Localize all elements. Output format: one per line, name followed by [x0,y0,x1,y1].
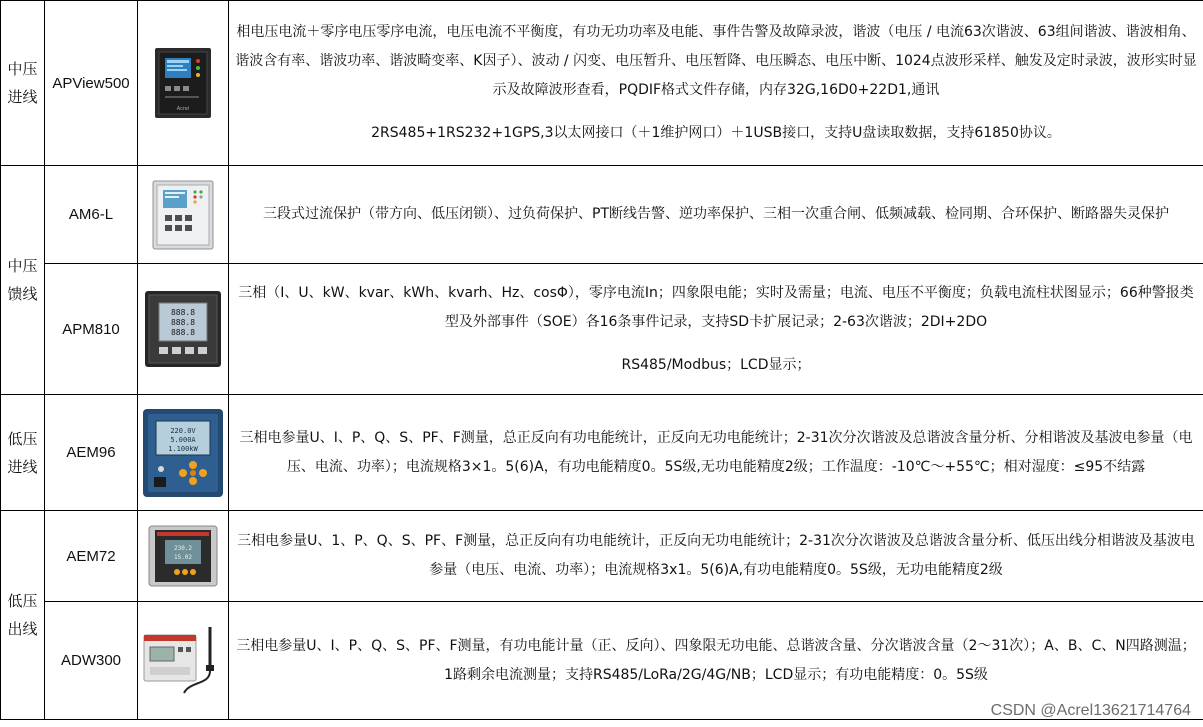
table-row [1,511,1203,602]
svg-text:888.8: 888.8 [170,308,196,317]
svg-text:5.000A: 5.000A [170,435,196,444]
category-cell: 中压进线 [1,1,45,166]
multifunction-meter-icon [143,289,223,369]
svg-text:220.0V: 220.0V [170,426,196,435]
table-row [1,395,1203,511]
category-cell: 低压出线 [1,511,45,720]
svg-text:1.100kW: 1.100kW [168,444,198,453]
device-image-cell [138,395,229,511]
svg-text:15.02: 15.02 [173,554,193,561]
watermark: CSDN @Acrel13621714764 [990,702,1191,719]
model-cell: AM6-L [45,166,138,264]
model-cell: AEM72 [45,511,138,602]
description-text: 三相电参量U、1、P、Q、S、PF、F测量，总正反向有功电能统计，正反向无功电能统计；2-31次分次谐波及总谐波含量分析、低压出线分相谐波及基波电参量（电压、电流、功率）；电流规格3x1。5(6)A,有功电能精度0。5S级，无功电能精度2级 [237,533,1195,578]
description-cell [229,1,1203,166]
energy-meter-96-icon [141,407,225,499]
description-cell [229,264,1203,395]
energy-meter-72-icon [147,524,219,588]
model-cell: ADW300 [45,602,138,720]
svg-text:Acrel: Acrel [176,106,190,112]
table-row [1,1,1203,166]
category-cell: 低压进线 [1,395,45,511]
device-image-cell [138,511,229,602]
description-cell [229,395,1203,511]
wireless-meter-antenna-icon [140,621,226,701]
description-text: 三相电参量U、I、P、Q、S、PF、F测量，总正反向有功电能统计，正反向无功电能统计；2-31次分次谐波及总谐波含量分析、分相谐波及基波电参量（电压、电流、功率）；电流规格3×1。5(6)A，有功电能精度0。5S级,无功电能精度2级；工作温度：-10℃～+55℃；相对湿度：≤95不结露 [239,429,1193,475]
description-text: 三相（I、U、kW、kvar、kWh、kvarh、Hz、cosΦ），零序电流In；四象限电能；实时及需量；电流、电压不平衡度；负载电流柱状图显示；66种警报类型及外部事件（SOE）各16条事件记录，支持SD卡扩展记录；2-63次谐波；2DI+2DO [238,284,1194,330]
device-image-cell [138,602,229,720]
description-cell [229,166,1203,264]
description-text: 相电压电流＋零序电压零序电流，电压电流不平衡度，有功无功功率及电能、事件告警及故障录波，谐波（电压 / 电流63次谐波、63组间谐波、谐波相角、谐波含有率、谐波功率、谐波畸变率、K因子）、波动 / 闪变、电压暂升、电压暂降、电压瞬态、电压中断、1024点波形采样、触发及定时录波，波形实时显示及故障波形查看，PQDIF格式文件存储，内存32G,16D0+22D1,通讯 [235,24,1197,98]
svg-text:888.8: 888.8 [170,318,196,327]
device-image-cell [138,264,229,395]
description-text: 三段式过流保护（带方向、低压闭锁）、过负荷保护、PT断线告警、逆功率保护、三相一次重合闸、低频减载、检同期、合环保护、断路器失灵保护 [263,206,1169,222]
svg-text:230.2: 230.2 [173,545,193,552]
device-image-cell [138,166,229,264]
model-cell: AEM96 [45,395,138,511]
protection-relay-icon [151,179,215,251]
power-quality-monitor-icon [153,46,213,120]
description-text: 2RS485+1RS232+1GPS,3以太网接口（＋1维护网口）＋1USB接口，支持U盘读取数据，支持61850协议。 [371,125,1061,141]
description-cell [229,511,1203,602]
description-text: 三相电参量U、I、P、Q、S、PF、F测量，有功电能计量（正、反向）、四象限无功电能、总谐波含量、分次谐波含量（2～31次）；A、B、C、N四路测温；1路剩余电流测量；支持RS485/LoRa/2G/4G/NB；LCD显示；有功电能精度：0。5S级 [236,637,1196,683]
table-row [1,264,1203,395]
category-cell: 中压馈线 [1,166,45,395]
svg-text:888.8: 888.8 [170,328,196,337]
model-cell: APView500 [45,1,138,166]
description-text: RS485/Modbus；LCD显示； [621,356,811,373]
model-cell: APM810 [45,264,138,395]
table-row [1,166,1203,264]
device-image-cell [138,1,229,166]
